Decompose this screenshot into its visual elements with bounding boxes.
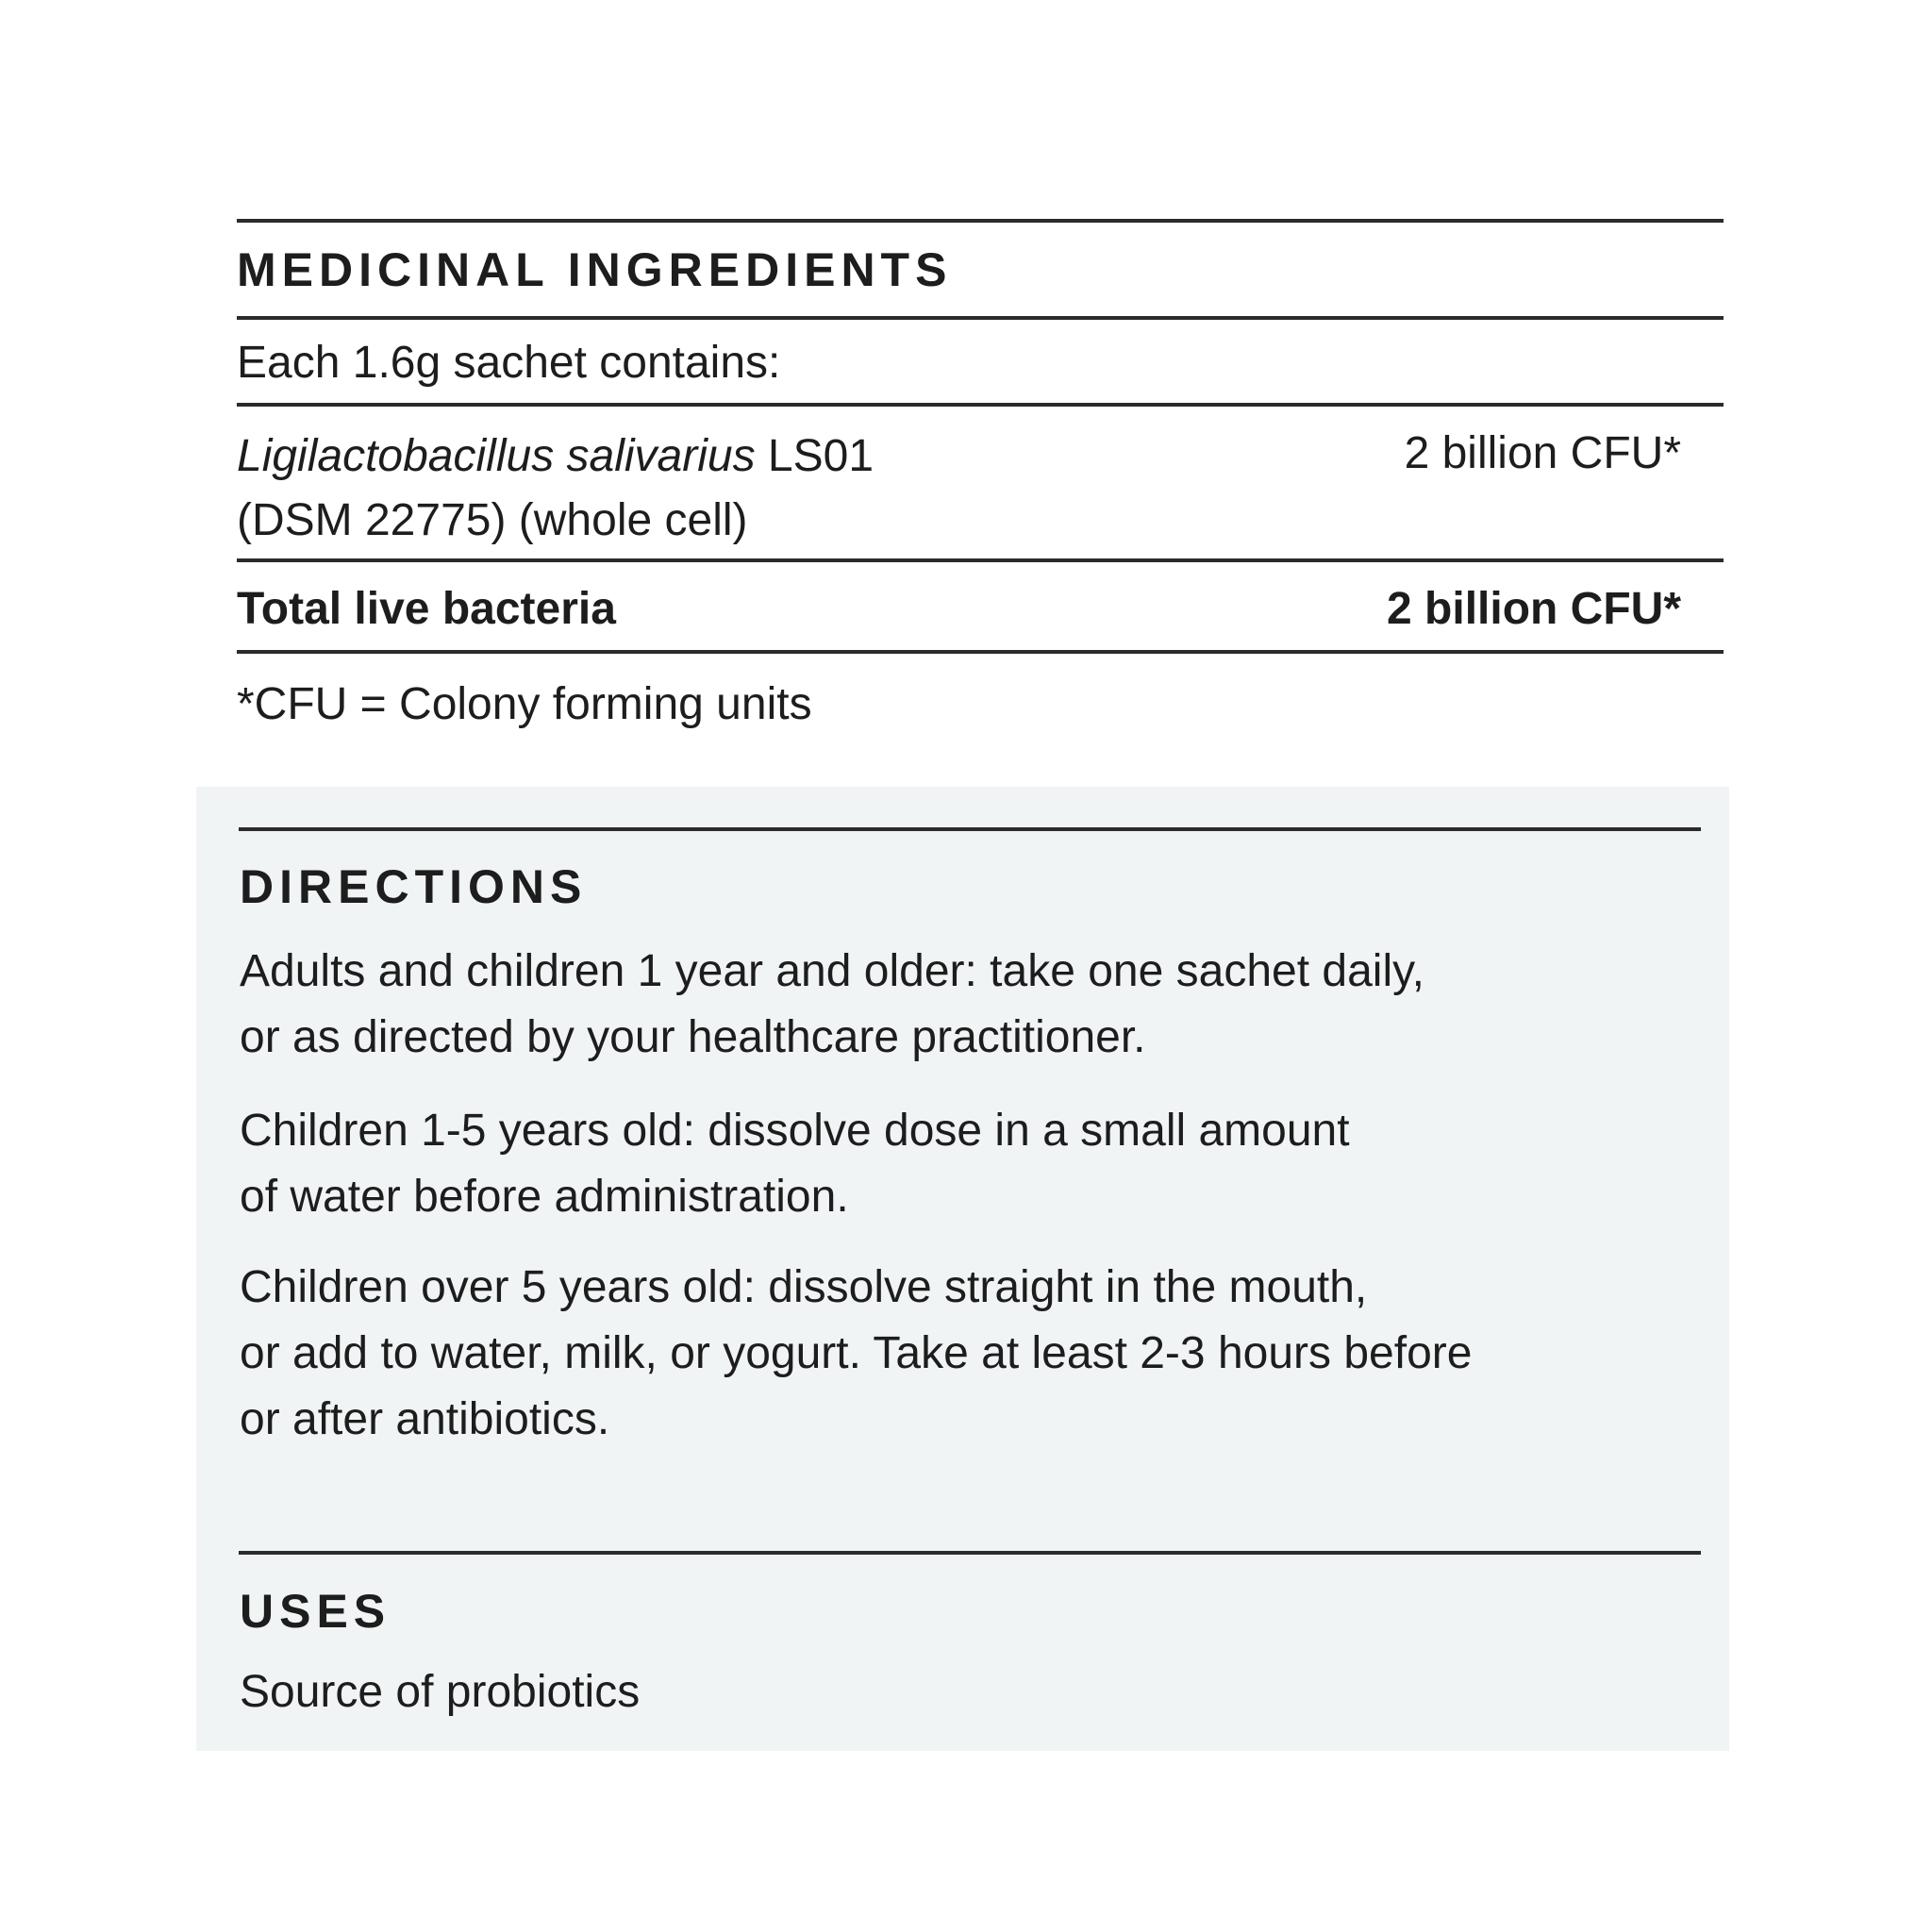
ingredient-name-line2: (DSM 22775) (whole cell) [237,495,748,545]
directions-line: Adults and children 1 year and older: take one sachet daily, [240,946,1424,996]
directions-paragraph-1 [240,939,1424,1071]
directions-paragraph-3 [240,1255,1472,1453]
directions-line: or as directed by your healthcare practitioner. [240,1012,1146,1062]
uses-heading: USES [240,1585,391,1638]
directions-line: of water before administration. [240,1172,849,1222]
ingredient-name [237,425,874,553]
ingredient-amount: 2 billion CFU* [1404,428,1681,478]
serving-rule [237,403,1724,407]
serving-size: Each 1.6g sachet contains: [237,338,781,388]
ingredients-heading-rule [237,316,1724,320]
ingredients-heading: MEDICINAL INGREDIENTS [237,243,953,296]
total-rule [237,650,1724,654]
total-label: Total live bacteria [237,584,616,634]
directions-line: or after antibiotics. [240,1394,610,1444]
directions-paragraph-2 [240,1098,1350,1230]
ingredients-top-rule [237,219,1724,223]
total-amount: 2 billion CFU* [1387,584,1681,634]
directions-line: Children over 5 years old: dissolve straight in the mouth, [240,1262,1368,1312]
ingredient-rule [237,558,1724,562]
cfu-footnote: *CFU = Colony forming units [237,679,812,729]
uses-top-rule [239,1551,1701,1555]
ingredient-strain: LS01 [755,431,874,481]
directions-heading: DIRECTIONS [240,860,588,913]
directions-line: or add to water, milk, or yogurt. Take at least 2-3 hours before [240,1328,1473,1378]
uses-text: Source of probiotics [240,1667,641,1717]
directions-top-rule [239,827,1701,831]
ingredient-species: Ligilactobacillus salivarius [237,431,756,481]
directions-line: Children 1-5 years old: dissolve dose in a small amount [240,1106,1350,1156]
